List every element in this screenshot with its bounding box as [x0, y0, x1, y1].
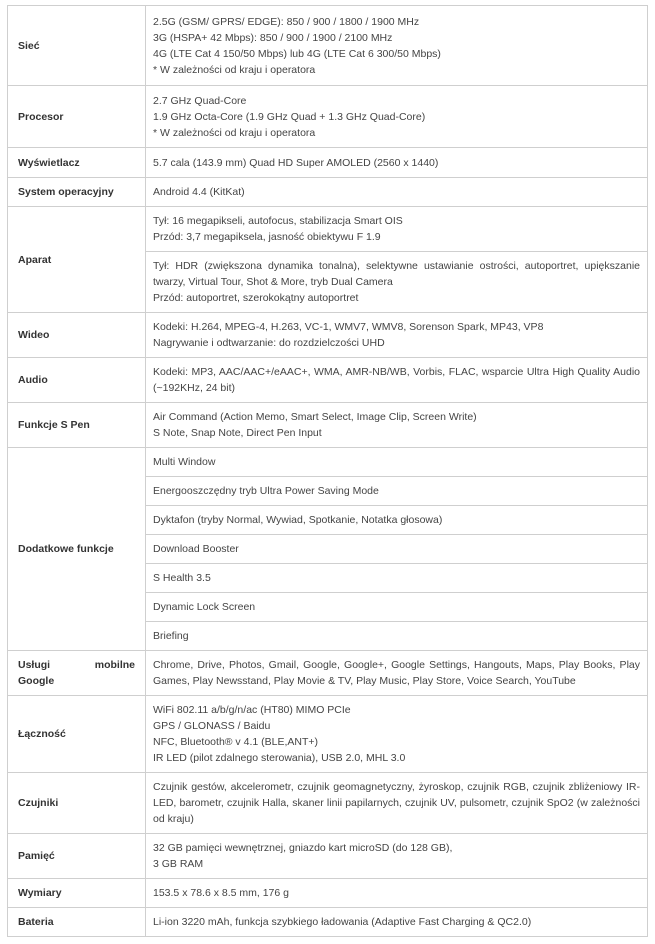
spec-label-wideo: Wideo [8, 313, 146, 358]
spec-row-siec [8, 6, 648, 86]
spec-value-pamiec [146, 834, 648, 879]
spec-label-system: System operacyjny [8, 178, 146, 207]
spec-value-dodatkowe-item: Energooszczędny tryb Ultra Power Saving Mode [146, 477, 648, 506]
spec-value-uslugi [146, 651, 648, 696]
spec-label-wymiary: Wymiary [8, 879, 146, 908]
spec-line: 3 GB RAM [153, 858, 204, 870]
spec-value-dodatkowe-item: Dyktafon (tryby Normal, Wywiad, Spotkanie, Notatka głosowa) [146, 506, 648, 535]
spec-row-wideo [8, 313, 648, 358]
spec-label-aparat: Aparat [8, 207, 146, 313]
spec-line: Air Command (Action Memo, Smart Select, Image Clip, Screen Write) [153, 411, 477, 423]
spec-value-dodatkowe-item: Multi Window [146, 448, 648, 477]
spec-value-audio [146, 358, 648, 403]
spec-value-spen [146, 403, 648, 448]
spec-label-dodatkowe: Dodatkowe funkcje [8, 448, 146, 651]
spec-row-audio [8, 358, 648, 403]
spec-label-spen: Funkcje S Pen [8, 403, 146, 448]
spec-label-lacznosc: Łączność [8, 696, 146, 773]
spec-label-pamiec: Pamięć [8, 834, 146, 879]
spec-value-system [146, 178, 648, 207]
spec-line: Android 4.4 (KitKat) [153, 186, 245, 198]
spec-value-dodatkowe-item: Briefing [146, 622, 648, 651]
spec-value-lacznosc [146, 696, 648, 773]
spec-value-bateria [146, 908, 648, 937]
spec-row-system [8, 178, 648, 207]
spec-value-aparat-2 [146, 252, 648, 313]
spec-line: Kodeki: H.264, MPEG-4, H.263, VC-1, WMV7, WMV8, Sorenson Spark, MP43, VP8 [153, 321, 544, 333]
spec-line: 5.7 cala (143.9 mm) Quad HD Super AMOLED (2560 x 1440) [153, 156, 439, 169]
spec-row-spen [8, 403, 648, 448]
spec-line: 1.9 GHz Octa-Core (1.9 GHz Quad + 1.3 GHz Quad-Core) [153, 110, 426, 123]
spec-label-wyswietlacz: Wyświetlacz [8, 148, 146, 178]
spec-line: Tył: HDR (zwiększona dynamika tonalna), selektywne ustawianie ostrości, autoportret, upiększanie twarzy, Virtual Tour, Shot & More, tryb Dual Camera [153, 260, 640, 288]
spec-row-lacznosc [8, 696, 648, 773]
spec-row-procesor [8, 86, 648, 148]
spec-value-siec [146, 6, 648, 86]
spec-value-dodatkowe-item: Download Booster [146, 535, 648, 564]
spec-label-uslugi-line1: Usługi mobilne [18, 659, 135, 671]
spec-table [7, 5, 648, 937]
spec-line: NFC, Bluetooth® v 4.1 (BLE,ANT+) [153, 736, 319, 748]
spec-line: Czujnik gestów, akcelerometr, czujnik geomagnetyczny, żyroskop, czujnik RGB, czujnik zbliżeniowy IR-LED, barometr, czujnik Halla, skaner linii papilarnych, czujnik UV, pulsometr, czujnik SpO2 (w zależności od kraju) [153, 781, 640, 825]
spec-line: WiFi 802.11 a/b/g/n/ac (HT80) MIMO PCIe [153, 704, 351, 716]
spec-line: * W zależności od kraju i operatora [153, 126, 316, 139]
spec-line: 4G (LTE Cat 4 150/50 Mbps) lub 4G (LTE Cat 6 300/50 Mbps) [153, 47, 441, 60]
spec-label-audio: Audio [8, 358, 146, 403]
spec-line: Chrome, Drive, Photos, Gmail, Google, Google+, Google Settings, Hangouts, Maps, Play Books, Play Games, Play Newsstand, Play Movie & TV, Play Music, Play Store, Voice Search, YouTube [153, 659, 640, 687]
spec-label-czujniki: Czujniki [8, 773, 146, 834]
spec-line: 2.5G (GSM/ GPRS/ EDGE): 850 / 900 / 1800 / 1900 MHz [153, 15, 420, 28]
spec-line: Przód: 3,7 megapiksela, jasność obiektywu F 1.9 [153, 231, 381, 243]
spec-label-bateria: Bateria [8, 908, 146, 937]
spec-line: Kodeki: MP3, AAC/AAC+/eAAC+, WMA, AMR-NB/WB, Vorbis, FLAC, wsparcie Ultra High Quality Audio (~192KHz, 24 bit) [153, 366, 640, 394]
spec-line: 2.7 GHz Quad-Core [153, 94, 247, 107]
spec-line: 3G (HSPA+ 42 Mbps): 850 / 900 / 1900 / 2100 MHz [153, 31, 393, 44]
spec-value-czujniki [146, 773, 648, 834]
spec-line: Tył: 16 megapikseli, autofocus, stabilizacja Smart OIS [153, 215, 403, 227]
spec-row-aparat [8, 207, 648, 252]
spec-line: 32 GB pamięci wewnętrznej, gniazdo kart microSD (do 128 GB), [153, 842, 453, 854]
spec-line: 153.5 x 78.6 x 8.5 mm, 176 g [153, 887, 289, 899]
spec-row-czujniki [8, 773, 648, 834]
spec-value-dodatkowe-item: Dynamic Lock Screen [146, 593, 648, 622]
spec-row-dodatkowe [8, 448, 648, 477]
spec-value-wyswietlacz [146, 148, 648, 178]
spec-value-procesor [146, 86, 648, 148]
spec-row-pamiec [8, 834, 648, 879]
spec-line: IR LED (pilot zdalnego sterowania), USB 2.0, MHL 3.0 [153, 752, 406, 764]
spec-label-procesor: Procesor [8, 86, 146, 148]
spec-row-wymiary [8, 879, 648, 908]
spec-row-bateria [8, 908, 648, 937]
spec-row-wyswietlacz [8, 148, 648, 178]
spec-line: Przód: autoportret, szerokokątny autoportret [153, 292, 359, 304]
spec-value-wymiary [146, 879, 648, 908]
spec-line: * W zależności od kraju i operatora [153, 63, 316, 76]
spec-line: S Note, Snap Note, Direct Pen Input [153, 427, 322, 439]
spec-value-wideo [146, 313, 648, 358]
spec-value-aparat-1 [146, 207, 648, 252]
spec-value-dodatkowe-item: S Health 3.5 [146, 564, 648, 593]
spec-label-uslugi [8, 651, 146, 696]
spec-label-siec: Sieć [8, 6, 146, 86]
spec-label-uslugi-line2: Google [18, 675, 55, 687]
spec-row-uslugi [8, 651, 648, 696]
spec-line: Li-ion 3220 mAh, funkcja szybkiego ładowania (Adaptive Fast Charging & QC2.0) [153, 916, 532, 928]
spec-line: Nagrywanie i odtwarzanie: do rozdzielczości UHD [153, 337, 385, 349]
spec-line: GPS / GLONASS / Baidu [153, 720, 271, 732]
